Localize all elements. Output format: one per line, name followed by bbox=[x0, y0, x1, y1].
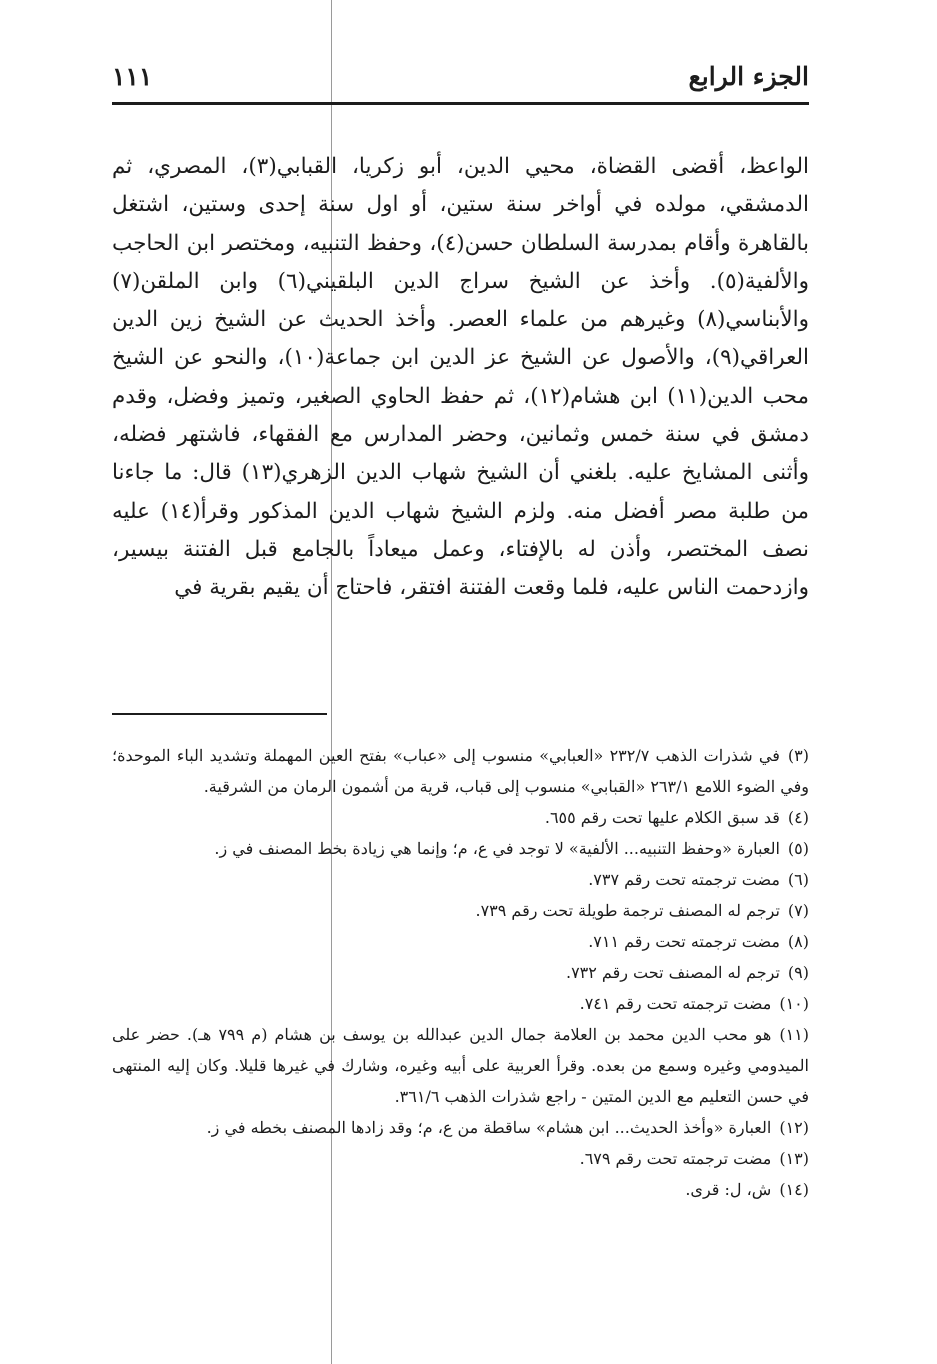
footnote bbox=[112, 957, 809, 988]
footnote bbox=[112, 1112, 809, 1143]
footnote bbox=[112, 740, 809, 802]
page-number: ١١١ bbox=[112, 62, 153, 91]
footnote-number: (١٣) bbox=[779, 1149, 809, 1168]
footnote-text: العبارة «وحفظ التنبيه... الألفية» لا توجد في ع، م؛ وإنما هي زيادة بخط المصنف في ز. bbox=[214, 839, 780, 858]
footnote-text: قد سبق الكلام عليها تحت رقم ٦٥٥. bbox=[544, 808, 780, 827]
footnote-text: في شذرات الذهب ٢٣٢/٧ «العبابي» منسوب إلى «عباب» بفتح العين المهملة وتشديد الباء الموحدة؛ وفي الضوء اللامع ٢٦٣/١ «القبابي» منسوب إلى قباب، قرية من أشمون الرمان من الشرقية. bbox=[112, 746, 809, 796]
footnote bbox=[112, 895, 809, 926]
footnote-number: (٨) bbox=[787, 932, 809, 951]
footnote bbox=[112, 833, 809, 864]
footnote-number: (١٤) bbox=[779, 1180, 809, 1199]
footnote-text: ترجم له المصنف ترجمة طويلة تحت رقم ٧٣٩. bbox=[475, 901, 780, 920]
footnote-text: مضت ترجمته تحت رقم ٧٤١. bbox=[579, 994, 772, 1013]
footnote-number: (٥) bbox=[787, 839, 809, 858]
running-header bbox=[112, 58, 809, 102]
footnotes bbox=[112, 740, 809, 1205]
footnote-number: (١٠) bbox=[779, 994, 809, 1013]
running-title: الجزء الرابع bbox=[688, 62, 809, 91]
footnote-number: (٤) bbox=[787, 808, 809, 827]
footnote-number: (٣) bbox=[787, 746, 809, 765]
footnote bbox=[112, 1019, 809, 1112]
footnote-text: ش، ل: قرى. bbox=[685, 1180, 772, 1199]
footnote-text: ترجم له المصنف تحت رقم ٧٣٢. bbox=[565, 963, 780, 982]
footnote-text: العبارة «وأخذ الحديث... ابن هشام» ساقطة من ع، م؛ وقد زادها المصنف بخطه في ز. bbox=[206, 1118, 772, 1137]
footnote-number: (٧) bbox=[787, 901, 809, 920]
main-text bbox=[112, 148, 809, 608]
footnote-number: (٦) bbox=[787, 870, 809, 889]
header-rule bbox=[112, 102, 809, 105]
footnote bbox=[112, 988, 809, 1019]
footnote-number: (١١) bbox=[779, 1025, 809, 1044]
footnote bbox=[112, 926, 809, 957]
footnote-text: مضت ترجمته تحت رقم ٧١١. bbox=[588, 932, 780, 951]
footnote-separator bbox=[112, 713, 327, 715]
main-paragraph: الواعظ، أقضى القضاة، محيي الدين، أبو زكريا، القبابي(٣)، المصري، ثم الدمشقي، مولده في أواخر سنة ستين، أو اول سنة إحدى وستين، اشتغل بالقاهرة وأقام بمدرسة السلطان حسن(٤)، وحفظ التنبيه، ومختصر ابن الحاجب والألفية(٥). وأخذ عن الشيخ سراج الدين البلقيني(٦) وابن الملقن(٧) والأبناسي(٨) وغيرهم من علماء العصر. وأخذ الحديث عن الشيخ زين الدين العراقي(٩)، والأصول عن الشيخ عز الدين ابن جماعة(١٠)، والنحو عن الشيخ محب الدين(١١) ابن هشام(١٢)، ثم حفظ الحاوي الصغير، وتميز وفضل، وقدم دمشق في سنة خمس وثمانين، وحضر المدارس مع الفقهاء، فاشتهر فضله، وأثنى المشايخ عليه. بلغني أن الشيخ شهاب الدين الزهري(١٣) قال: ما جاءنا من طلبة مصر أفضل منه. ولزم الشيخ شهاب الدين المذكور وقرأ(١٤) عليه نصف المختصر، وأذن له بالإفتاء، وعمل ميعاداً بالجامع قبل الفتنة بيسير، وازدحمت الناس عليه، فلما وقعت الفتنة افتقر، فاحتاج أن يقيم بقرية في bbox=[112, 154, 809, 601]
footnote bbox=[112, 1174, 809, 1205]
footnote-text: هو محب الدين محمد بن العلامة جمال الدين عبدالله بن يوسف بن هشام (م ٧٩٩ هـ). حضر على الميدومي وغيره وسمع من بعده. وقرأ العربية على أبيه وغيره، وشارك في غيرها قليلا. وكان إليه المنتهى في حسن التعليم مع الدين المتين - راجع شذرات الذهب ٣٦١/٦. bbox=[112, 1025, 809, 1106]
footnote bbox=[112, 864, 809, 895]
footnote-text: مضت ترجمته تحت رقم ٦٧٩. bbox=[579, 1149, 772, 1168]
footnote-number: (١٢) bbox=[779, 1118, 809, 1137]
footnote-number: (٩) bbox=[787, 963, 809, 982]
footnote-text: مضت ترجمته تحت رقم ٧٣٧. bbox=[588, 870, 780, 889]
footnote bbox=[112, 802, 809, 833]
footnote bbox=[112, 1143, 809, 1174]
